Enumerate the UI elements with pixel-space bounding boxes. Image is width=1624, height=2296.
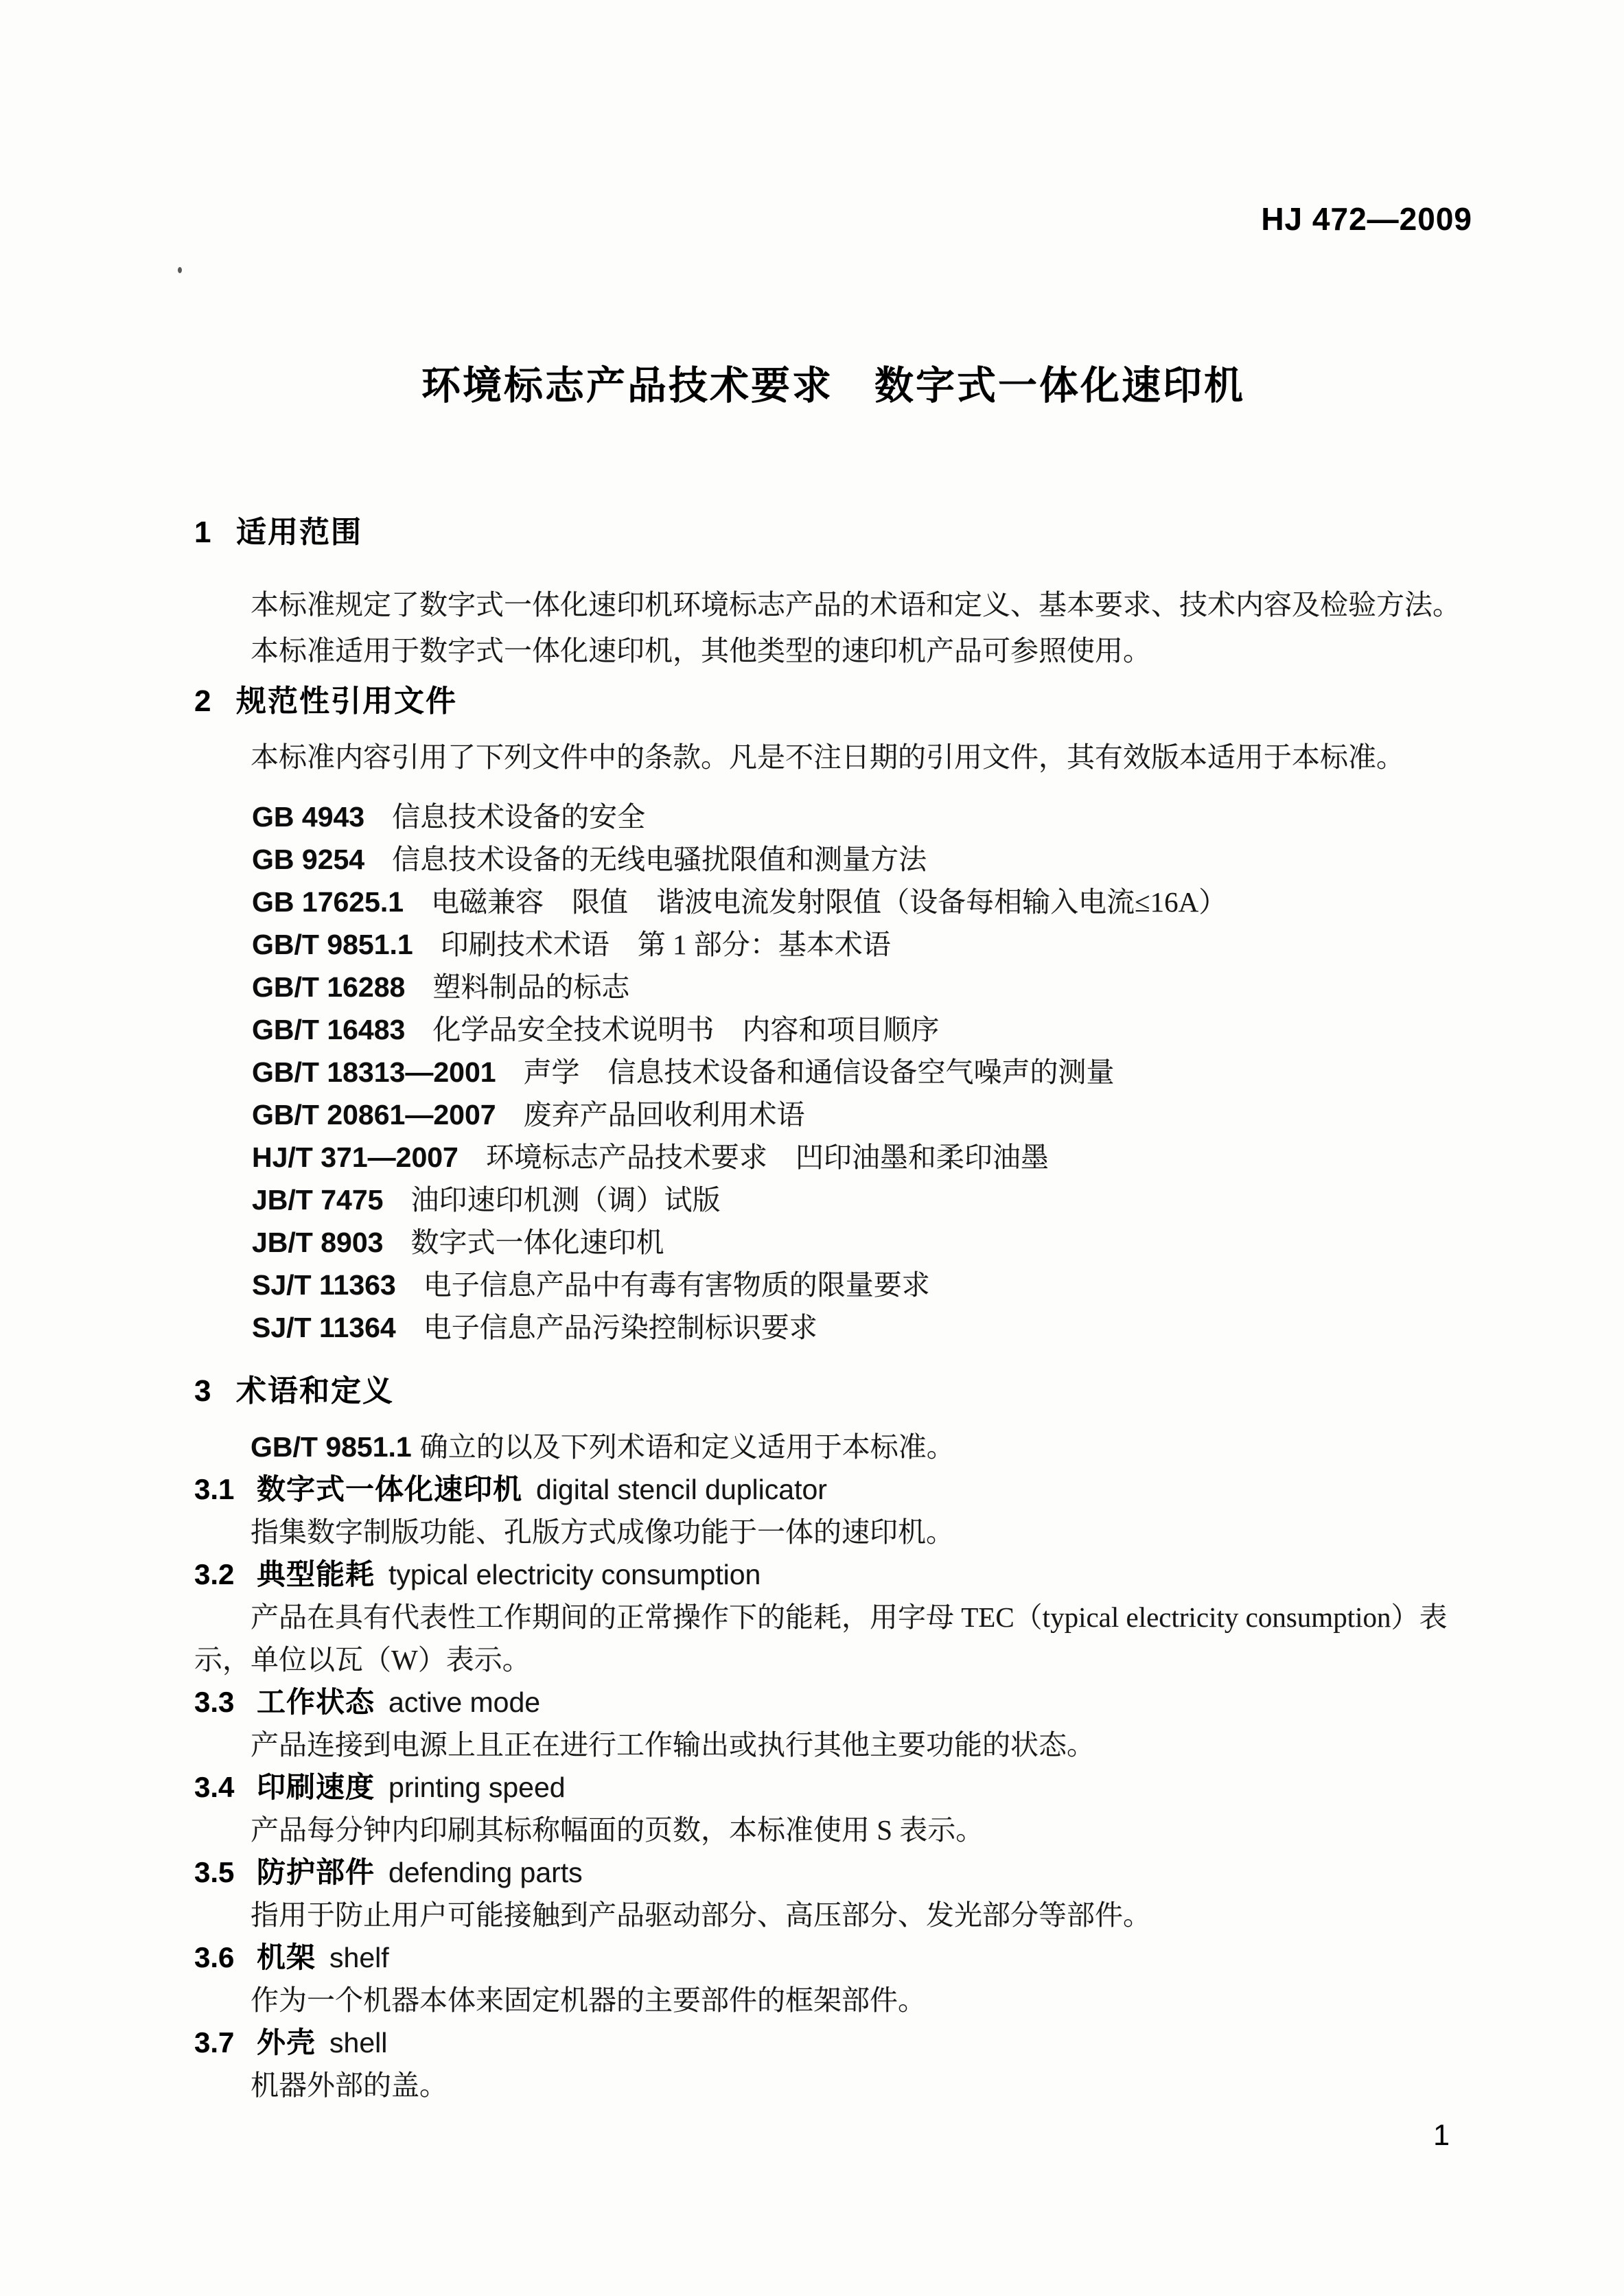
document-title: 环境标志产品技术要求 数字式一体化速印机 [421,364,1245,408]
reference-title: 化学品安全技术说明书 内容和项目顺序 [432,1014,940,1045]
term-number: 3.2 [194,1558,235,1590]
term-en: printing speed [388,1772,566,1803]
reference-item [194,838,1472,881]
section-3-heading [194,1373,1472,1409]
section-3-body [194,1426,1472,2107]
reference-code: SJ/T 11364 [252,1312,396,1343]
page-number: 1 [1433,2119,1450,2152]
term-en: shell [329,2027,388,2059]
term-zh: 工作状态 [257,1686,375,1718]
section-3-title: 术语和定义 [236,1374,394,1408]
reference-title: 电子信息产品污染控制标识要求 [423,1312,817,1343]
term-heading [194,1468,1472,1511]
section-3-intro-text: 确立的以及下列术语和定义适用于本标准。 [419,1431,955,1463]
term-definition: 作为一个机器本体来固定机器的主要部件的框架部件。 [251,1984,926,2016]
reference-title: 废弃产品回收利用术语 [523,1099,805,1130]
section-2-number: 2 [194,684,211,718]
reference-code: GB/T 18313—2001 [252,1056,496,1088]
term-number: 3.1 [194,1473,235,1505]
reference-item [194,881,1472,923]
reference-code: GB/T 16288 [252,971,406,1003]
reference-title: 数字式一体化速印机 [410,1227,664,1258]
section-3-intro [194,1426,1472,1468]
reference-code: GB/T 9851.1 [252,929,413,960]
term-number: 3.4 [194,1771,235,1803]
term-heading [194,1681,1472,1724]
reference-code: GB 9254 [252,844,365,875]
reference-code: GB 4943 [252,801,365,833]
reference-item [194,1179,1472,1221]
term-definition: 指用于防止用户可能接触到产品驱动部分、高压部分、发光部分等部件。 [251,1899,1151,1931]
term-number: 3.6 [194,1941,235,1973]
term-definition: 机器外部的盖。 [251,2069,448,2101]
reference-item [194,1008,1472,1051]
term-zh: 机架 [257,1941,316,1973]
term-en: defending parts [388,1857,583,1888]
term-number: 3.5 [194,1856,235,1888]
paragraph: 本标准规定了数字式一体化速印机环境标志产品的术语和定义、基本要求、技术内容及检验方法。 [251,589,1461,621]
term-heading [194,1936,1472,1979]
section-2-heading [194,684,1472,719]
term-heading [194,2021,1472,2064]
term-en: shelf [329,1942,389,1973]
reference-code: JB/T 7475 [252,1184,384,1216]
reference-title: 油印速印机测（调）试版 [410,1184,721,1216]
reference-item [194,796,1472,838]
term-definition: 指集数字制版功能、孔版方式成像功能于一体的速印机。 [251,1516,954,1548]
reference-item [194,1306,1472,1349]
reference-item [194,1264,1472,1306]
term-zh: 数字式一体化速印机 [257,1473,523,1505]
reference-item [194,1221,1472,1264]
term-heading [194,1766,1472,1809]
term-heading [194,1851,1472,1894]
reference-list [194,796,1472,1349]
reference-title: 环境标志产品技术要求 凹印油墨和柔印油墨 [485,1141,1049,1173]
reference-item [194,1136,1472,1179]
reference-item [194,966,1472,1008]
term-zh: 典型能耗 [257,1558,375,1590]
section-3-intro-code: GB/T 9851.1 [251,1431,412,1463]
scan-speck-mark [178,267,182,273]
section-3-number: 3 [194,1374,211,1408]
reference-title: 电磁兼容 限值 谐波电流发射限值（设备每相输入电流≤16A） [431,886,1227,918]
section-2-intro: 本标准内容引用了下列文件中的条款。凡是不注日期的引用文件，其有效版本适用于本标准。 [251,741,1404,773]
section-1-number: 1 [194,515,211,549]
term-number: 3.7 [194,2026,235,2059]
section-1-body [194,582,1472,674]
reference-title: 声学 信息技术设备和通信设备空气噪声的测量 [523,1056,1115,1088]
term-definition: 产品在具有代表性工作期间的正常操作下的能耗，用字母 TEC（typical electricity consumption）表示，单位以瓦（W）表示。 [194,1601,1448,1675]
reference-item [194,1051,1472,1093]
term-definition: 产品每分钟内印刷其标称幅面的页数，本标准使用 S 表示。 [251,1814,984,1846]
standard-code: HJ 472—2009 [1261,201,1472,237]
term-heading [194,1553,1472,1596]
reference-code: GB/T 16483 [252,1014,406,1045]
reference-title: 信息技术设备的无线电骚扰限值和测量方法 [392,844,927,875]
term-number: 3.3 [194,1686,235,1718]
section-1-heading [194,515,1472,550]
term-zh: 防护部件 [257,1856,375,1888]
term-zh: 外壳 [257,2026,316,2059]
term-zh: 印刷速度 [257,1771,375,1803]
term-en: typical electricity consumption [388,1559,761,1590]
paragraph: 本标准适用于数字式一体化速印机，其他类型的速印机产品可参照使用。 [251,635,1151,666]
reference-item [194,923,1472,966]
section-1-title: 适用范围 [236,515,362,549]
reference-title: 信息技术设备的安全 [392,801,646,833]
reference-title: 塑料制品的标志 [432,971,630,1003]
reference-code: JB/T 8903 [252,1227,384,1258]
reference-code: GB 17625.1 [252,886,404,918]
reference-title: 电子信息产品中有毒有害物质的限量要求 [423,1269,930,1301]
section-2-title: 规范性引用文件 [236,684,457,718]
term-definition: 产品连接到电源上且正在进行工作输出或执行其他主要功能的状态。 [251,1729,1095,1761]
reference-code: HJ/T 371—2007 [252,1141,459,1173]
reference-title: 印刷技术术语 第 1 部分：基本术语 [440,929,891,960]
reference-item [194,1093,1472,1136]
term-en: digital stencil duplicator [536,1474,827,1505]
term-en: active mode [388,1686,541,1718]
reference-code: GB/T 20861—2007 [252,1099,496,1130]
reference-code: SJ/T 11363 [252,1269,396,1301]
